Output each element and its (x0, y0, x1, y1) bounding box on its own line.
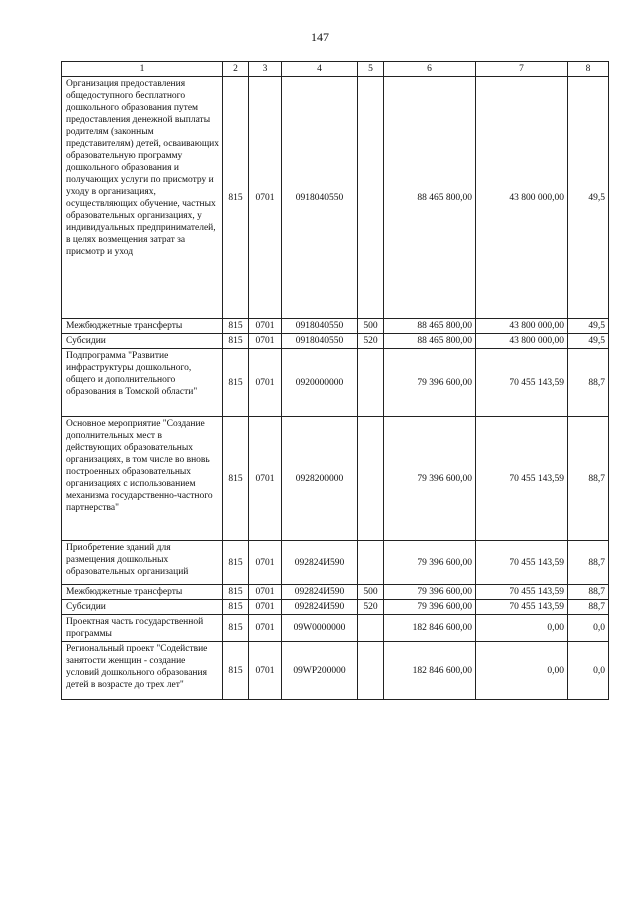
header-cell: 5 (358, 62, 384, 77)
target-code-cell: 092824И590 (282, 585, 358, 600)
percent-cell: 88,7 (568, 541, 609, 585)
page-number: 147 (311, 30, 329, 44)
header-cell: 4 (282, 62, 358, 77)
table-row (62, 349, 609, 417)
grbs-code-cell: 815 (223, 417, 249, 541)
plan-amount-cell: 79 396 600,00 (384, 349, 476, 417)
target-code-cell: 0918040550 (282, 319, 358, 334)
grbs-code-cell: 815 (223, 615, 249, 642)
row-name-cell: Субсидии (62, 600, 223, 615)
expense-type-cell (358, 615, 384, 642)
header-cell: 2 (223, 62, 249, 77)
grbs-code-cell: 815 (223, 600, 249, 615)
grbs-code-cell: 815 (223, 319, 249, 334)
row-name-cell: Основное мероприятие "Создание дополнительных мест в действующих образовательных организациях, в том числе во вновь построенных образовательных организациях с использованием механизма государственно-частного партнерства" (62, 417, 223, 541)
section-code-cell: 0701 (249, 585, 282, 600)
target-code-cell: 0920000000 (282, 349, 358, 417)
row-name-cell: Региональный проект "Содействие занятости женщин - создание условий дошкольного образования детей в возрасте до трех лет" (62, 642, 223, 700)
header-cell: 1 (62, 62, 223, 77)
percent-cell: 49,5 (568, 77, 609, 319)
row-name-cell: Межбюджетные трансферты (62, 585, 223, 600)
percent-cell: 88,7 (568, 585, 609, 600)
row-name-cell: Субсидии (62, 334, 223, 349)
row-name-cell: Межбюджетные трансферты (62, 319, 223, 334)
percent-cell: 49,5 (568, 319, 609, 334)
percent-cell: 0,0 (568, 642, 609, 700)
grbs-code-cell: 815 (223, 77, 249, 319)
percent-cell: 88,7 (568, 600, 609, 615)
target-code-cell: 0918040550 (282, 77, 358, 319)
row-name-cell: Организация предоставления общедоступного бесплатного дошкольного образования путем предоставления денежной выплаты родителям (законным представителям) детей, осваивающих образовательную программу дошкольного образования и получающих услуги по присмотру и уходу в организациях, осуществляющих обучение, частных образовательных организациях, у индивидуальных предпринимателей, в целях возмещения затрат за присмотр и уход (62, 77, 223, 319)
header-cell: 6 (384, 62, 476, 77)
target-code-cell: 09W0000000 (282, 615, 358, 642)
table-row (62, 615, 609, 642)
expense-type-cell (358, 541, 384, 585)
section-code-cell: 0701 (249, 541, 282, 585)
actual-amount-cell: 70 455 143,59 (476, 349, 568, 417)
table-row (62, 585, 609, 600)
expense-type-cell: 520 (358, 334, 384, 349)
expense-type-cell (358, 349, 384, 417)
table-header-row (62, 62, 609, 77)
plan-amount-cell: 182 846 600,00 (384, 642, 476, 700)
target-code-cell: 09WP200000 (282, 642, 358, 700)
row-name-cell: Проектная часть государственной программы (62, 615, 223, 642)
expense-type-cell (358, 642, 384, 700)
table-row (62, 642, 609, 700)
expense-type-cell: 500 (358, 585, 384, 600)
budget-table (61, 61, 609, 700)
actual-amount-cell: 70 455 143,59 (476, 417, 568, 541)
grbs-code-cell: 815 (223, 642, 249, 700)
table-row (62, 319, 609, 334)
table-row (62, 334, 609, 349)
section-code-cell: 0701 (249, 334, 282, 349)
percent-cell: 0,0 (568, 615, 609, 642)
plan-amount-cell: 79 396 600,00 (384, 541, 476, 585)
actual-amount-cell: 70 455 143,59 (476, 600, 568, 615)
target-code-cell: 0918040550 (282, 334, 358, 349)
expense-type-cell (358, 77, 384, 319)
section-code-cell: 0701 (249, 77, 282, 319)
plan-amount-cell: 88 465 800,00 (384, 334, 476, 349)
target-code-cell: 092824И590 (282, 600, 358, 615)
section-code-cell: 0701 (249, 319, 282, 334)
section-code-cell: 0701 (249, 600, 282, 615)
percent-cell: 49,5 (568, 334, 609, 349)
actual-amount-cell: 70 455 143,59 (476, 585, 568, 600)
plan-amount-cell: 88 465 800,00 (384, 319, 476, 334)
grbs-code-cell: 815 (223, 334, 249, 349)
percent-cell: 88,7 (568, 417, 609, 541)
plan-amount-cell: 79 396 600,00 (384, 585, 476, 600)
actual-amount-cell: 43 800 000,00 (476, 319, 568, 334)
actual-amount-cell: 70 455 143,59 (476, 541, 568, 585)
header-cell: 7 (476, 62, 568, 77)
grbs-code-cell: 815 (223, 585, 249, 600)
section-code-cell: 0701 (249, 349, 282, 417)
section-code-cell: 0701 (249, 615, 282, 642)
expense-type-cell (358, 417, 384, 541)
plan-amount-cell: 79 396 600,00 (384, 417, 476, 541)
actual-amount-cell: 43 800 000,00 (476, 334, 568, 349)
actual-amount-cell: 0,00 (476, 642, 568, 700)
header-cell: 3 (249, 62, 282, 77)
row-name-cell: Подпрограмма "Развитие инфраструктуры дошкольного, общего и дополнительного образования в Томской области" (62, 349, 223, 417)
grbs-code-cell: 815 (223, 541, 249, 585)
actual-amount-cell: 0,00 (476, 615, 568, 642)
table-row (62, 541, 609, 585)
table-row (62, 600, 609, 615)
actual-amount-cell: 43 800 000,00 (476, 77, 568, 319)
section-code-cell: 0701 (249, 642, 282, 700)
target-code-cell: 0928200000 (282, 417, 358, 541)
table-row (62, 417, 609, 541)
plan-amount-cell: 182 846 600,00 (384, 615, 476, 642)
expense-type-cell: 500 (358, 319, 384, 334)
plan-amount-cell: 79 396 600,00 (384, 600, 476, 615)
plan-amount-cell: 88 465 800,00 (384, 77, 476, 319)
target-code-cell: 092824И590 (282, 541, 358, 585)
row-name-cell: Приобретение зданий для размещения дошкольных образовательных организаций (62, 541, 223, 585)
expense-type-cell: 520 (358, 600, 384, 615)
grbs-code-cell: 815 (223, 349, 249, 417)
table-row (62, 77, 609, 319)
percent-cell: 88,7 (568, 349, 609, 417)
section-code-cell: 0701 (249, 417, 282, 541)
header-cell: 8 (568, 62, 609, 77)
